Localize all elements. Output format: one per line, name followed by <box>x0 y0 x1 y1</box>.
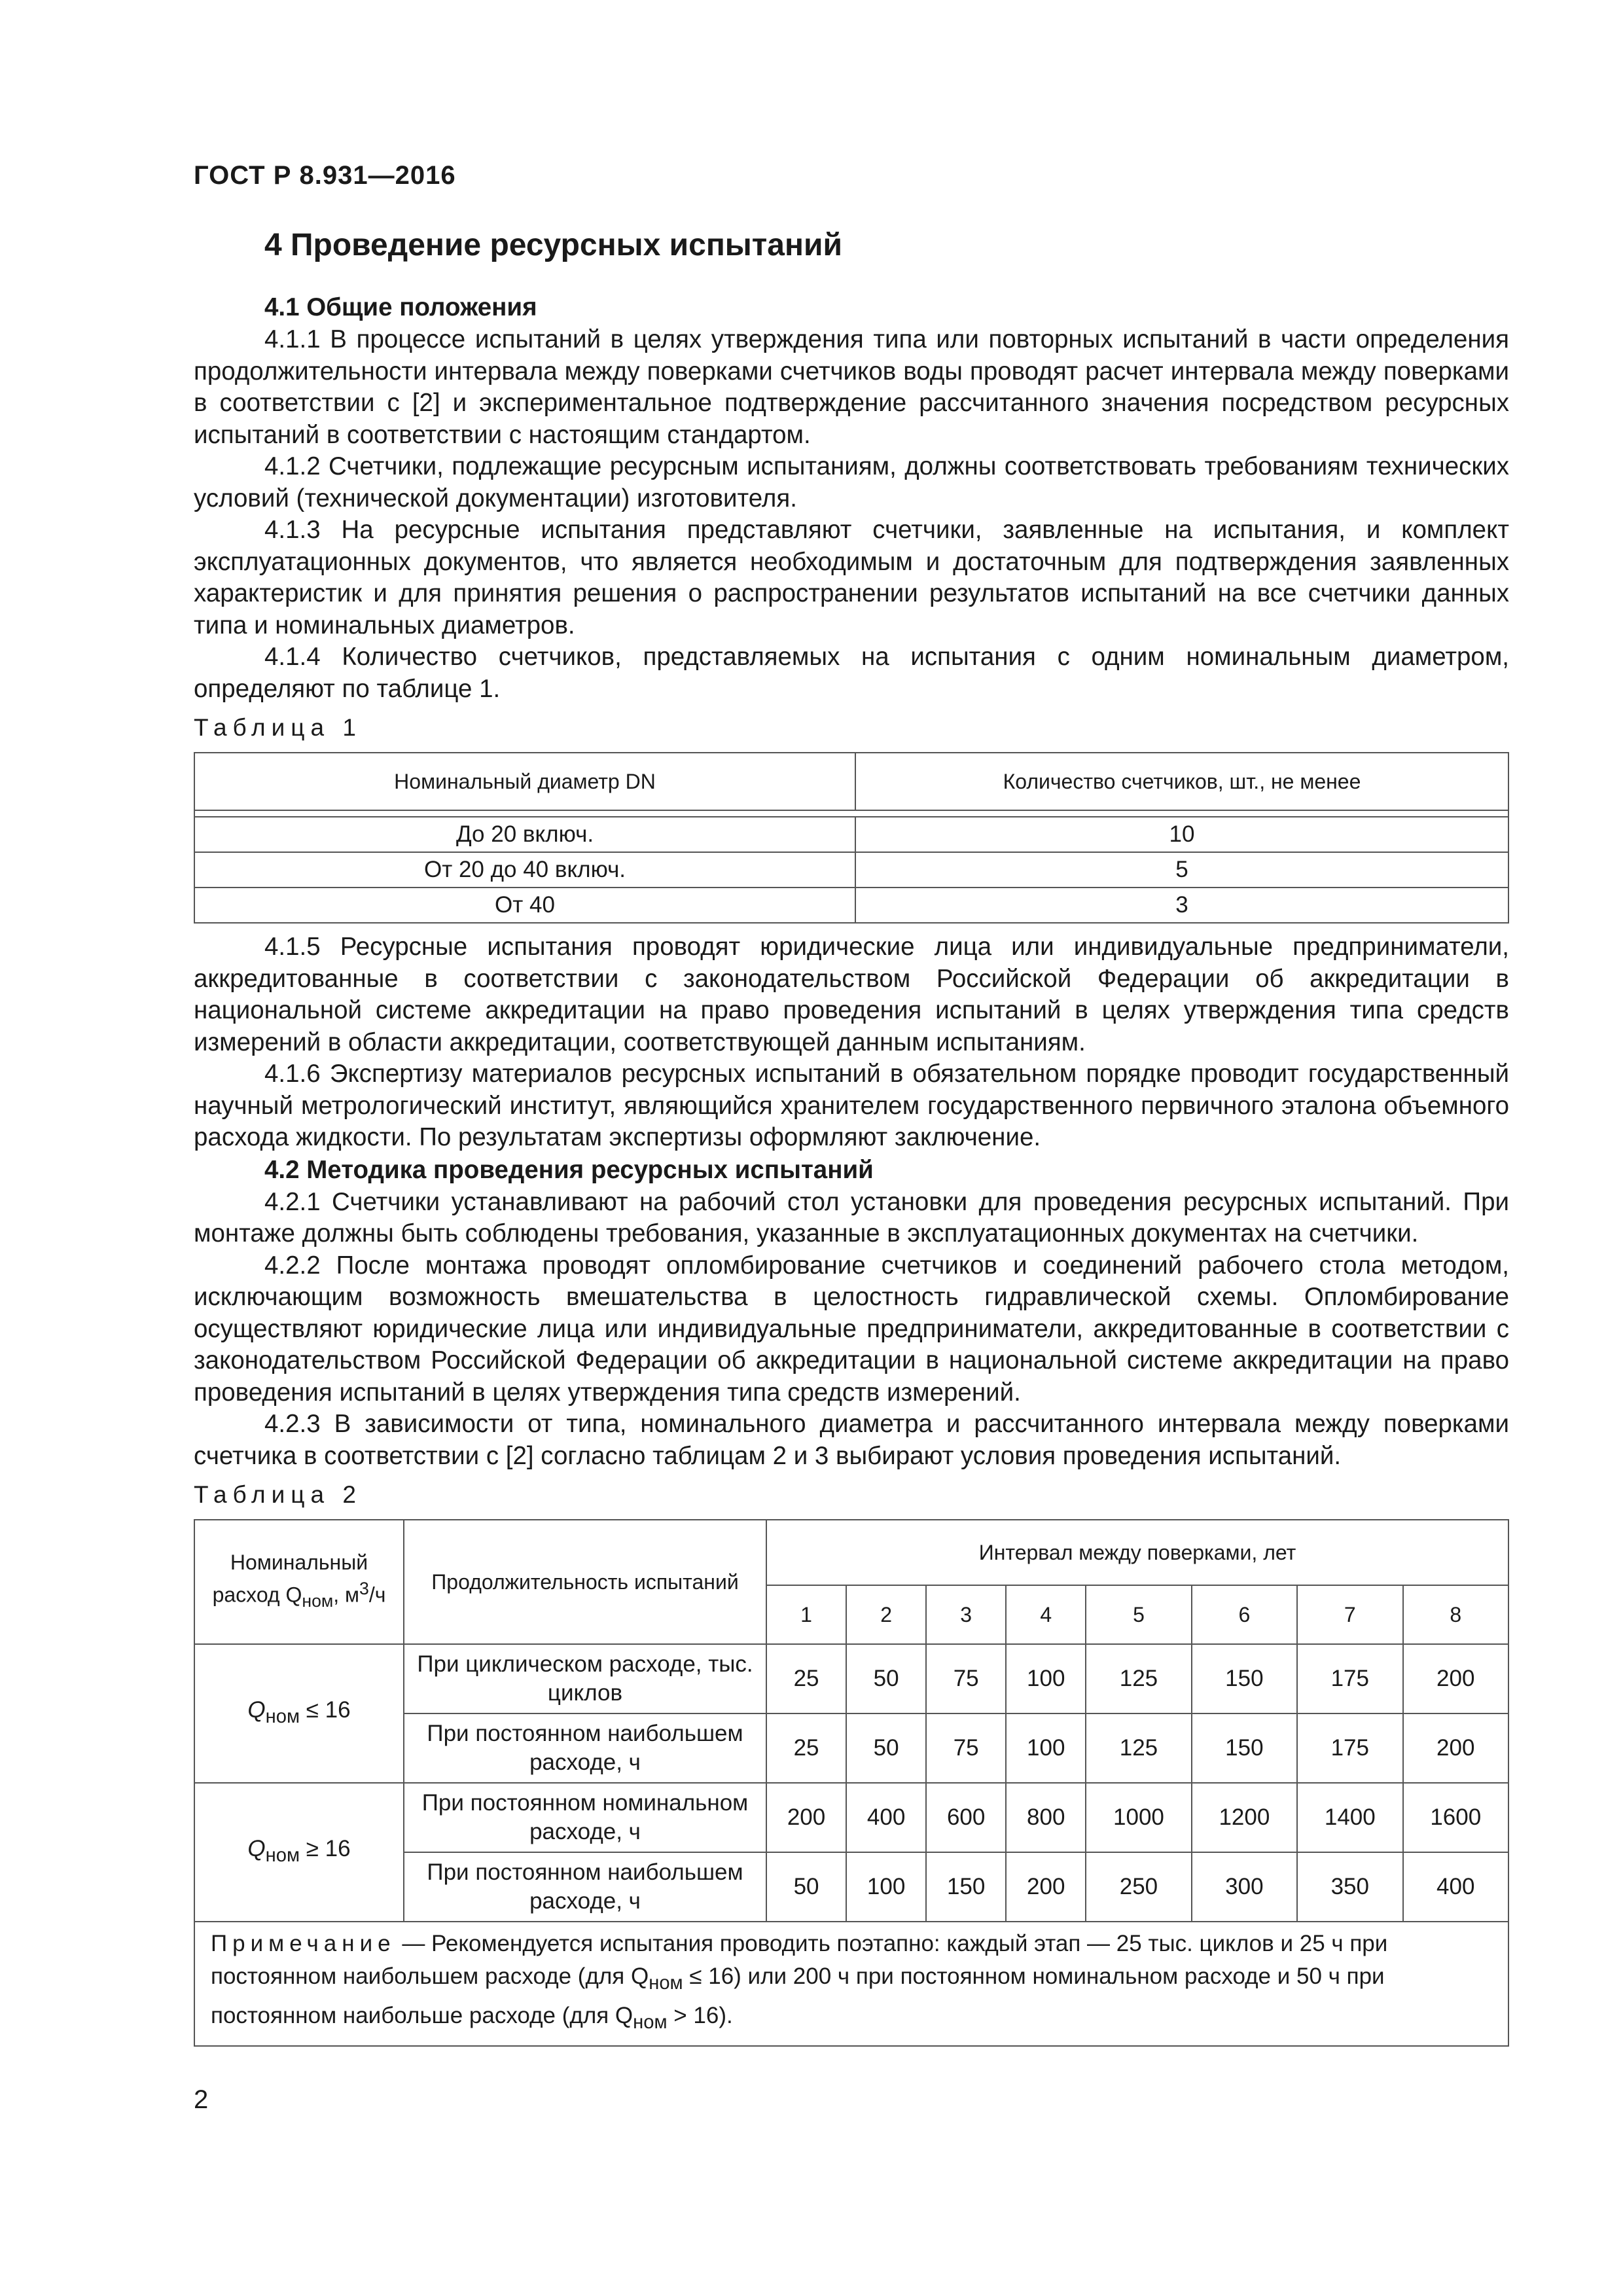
table-2-cell: 200 <box>1006 1852 1086 1922</box>
subsection-title-4-2: 4.2 Методика проведения ресурсных испытаний <box>264 1155 874 1184</box>
table-row <box>194 1783 1508 1852</box>
table-2-cell: 25 <box>766 1644 846 1713</box>
table-1-cell-count: 3 <box>855 888 1508 923</box>
table-1-header-count: Количество счетчиков, шт., не менее <box>855 753 1508 810</box>
table-2-group-label: $Q_{ном} \ge 16$ <box>194 1783 404 1922</box>
paragraph-4-1-2: 4.1.2 Счетчики, подлежащие ресурсным испытаниям, должны соответствовать требованиям технических условий (технической документации) изготовителя. <box>194 452 1509 512</box>
table-2-caption: Таблица 2 <box>194 1481 362 1508</box>
table-2-row-label: При циклическом расходе, тыс. циклов <box>404 1644 766 1713</box>
table-2-header-year: 6 <box>1192 1585 1297 1644</box>
table-2 <box>194 1519 1509 2047</box>
table-2-cell: 50 <box>846 1644 926 1713</box>
table-2-cell: 200 <box>1403 1713 1508 1783</box>
table-2-header-year: 5 <box>1086 1585 1191 1644</box>
table-1-caption: Таблица 1 <box>194 714 362 741</box>
table-2-cell: 75 <box>926 1713 1006 1783</box>
table-1-cell-count: 5 <box>855 852 1508 888</box>
table-row <box>194 817 1508 852</box>
paragraph-4-2-3: 4.2.3 В зависимости от типа, номинального диаметра и рассчитанного интервала между поверками счетчика в соответствии с [2] согласно таблицам 2 и 3 выбирают условия проведения испытаний. <box>194 1410 1509 1470</box>
table-1-cell-count: 10 <box>855 817 1508 852</box>
table-2-cell: 75 <box>926 1644 1006 1713</box>
table-2-cell: 1600 <box>1403 1783 1508 1852</box>
table-1-cell-dn: От 40 <box>194 888 855 923</box>
table-1-header-dn: Номинальный диаметр DN <box>194 753 855 810</box>
table-2-cell: 1000 <box>1086 1783 1191 1852</box>
paragraph-4-1-5: 4.1.5 Ресурсные испытания проводят юридические лица или индивидуальные предприниматели, аккредитованные в соответствии с законодательством Российской Федерации об аккредитации в национальной системе аккредитации на право проведения испытаний в целях утверждения типа средств измерений в области аккредитации, соответствующей данным испытаниям. <box>194 933 1509 1056</box>
table-2-header-year: 3 <box>926 1585 1006 1644</box>
table-2-cell: 125 <box>1086 1644 1191 1713</box>
note-label: Примечание <box>211 1931 396 1956</box>
table-2-header-flow: Номинальный расход $Q_{ном}$, $м^3/ч$ <box>194 1520 404 1644</box>
table-2-cell: 1200 <box>1192 1783 1297 1852</box>
table-2-header-year: 2 <box>846 1585 926 1644</box>
table-2-cell: 300 <box>1192 1852 1297 1922</box>
table-2-header-year: 1 <box>766 1585 846 1644</box>
subsection-title-4-1: 4.1 Общие положения <box>264 293 537 321</box>
table-2-cell: 50 <box>766 1852 846 1922</box>
table-2-cell: 600 <box>926 1783 1006 1852</box>
document-code: ГОСТ Р 8.931—2016 <box>194 161 456 190</box>
table-2-header-interval: Интервал между поверками, лет <box>766 1520 1508 1585</box>
table-2-cell: 800 <box>1006 1783 1086 1852</box>
table-2-row-label: При постоянном номинальном расходе, ч <box>404 1783 766 1852</box>
table-2-header-year: 8 <box>1403 1585 1508 1644</box>
table-2-row-label: При постоянном наибольшем расходе, ч <box>404 1852 766 1922</box>
paragraph-4-1-6: 4.1.6 Экспертизу материалов ресурсных испытаний в обязательном порядке проводит государственный научный метрологический институт, являющийся хранителем государственного первичного эталона объемного расхода жидкости. По результатам экспертизы оформляют заключение. <box>194 1060 1509 1151</box>
section-title: 4 Проведение ресурсных испытаний <box>264 228 843 262</box>
paragraph-4-1-1: 4.1.1 В процессе испытаний в целях утверждения типа или повторных испытаний в части определения продолжительности интервала между поверками счетчиков воды проводят расчет интервала между поверками в соответствии с [2] и экспериментальное подтверждение рассчитанного значения посредством ресурсных испытаний в соответствии с настоящим стандартом. <box>194 325 1509 449</box>
table-2-cell: 25 <box>766 1713 846 1783</box>
table-2-header-duration: Продолжительность испытаний <box>404 1520 766 1644</box>
table-1-cell-dn: До 20 включ. <box>194 817 855 852</box>
table-2-cell: 100 <box>1006 1644 1086 1713</box>
paragraph-4-2-2: 4.2.2 После монтажа проводят опломбирование счетчиков и соединений рабочего стола методом, исключающим возможность вмешательства в целостность гидравлической схемы. Опломбирование осуществляют юридические лица или индивидуальные предприниматели, аккредитованные в соответствии с законодательством Российской Федерации об аккредитации в национальной системе аккредитации на право проведения испытаний в целях утверждения типа средств измерений. <box>194 1251 1509 1407</box>
paragraph-4-1-4: 4.1.4 Количество счетчиков, представляемых на испытания с одним номинальным диаметром, определяют по таблице 1. <box>194 643 1509 703</box>
main-content <box>194 226 1509 2047</box>
table-2-cell: 150 <box>926 1852 1006 1922</box>
table-1-cell-dn: От 20 до 40 включ. <box>194 852 855 888</box>
table-2-note: Примечание — Рекомендуется испытания проводить поэтапно: каждый этап — 25 тыс. циклов и 25 ч при постоянном наибольшем расходе (для $Q_{ном} \le 16$) или 200 ч при постоянном номинальном расходе и 50 ч при постоянном наибольше расходе (для $Q_{ном} > 16$). <box>194 1922 1508 2046</box>
table-2-cell: 200 <box>1403 1644 1508 1713</box>
table-2-cell: 150 <box>1192 1644 1297 1713</box>
paragraph-4-2-1: 4.2.1 Счетчики устанавливают на рабочий стол установки для проведения ресурсных испытаний. При монтаже должны быть соблюдены требования, указанные в эксплуатационных документах на счетчики. <box>194 1187 1509 1247</box>
table-2-cell: 400 <box>1403 1852 1508 1922</box>
table-2-cell: 100 <box>846 1852 926 1922</box>
table-2-cell: 250 <box>1086 1852 1191 1922</box>
table-row <box>194 1644 1508 1713</box>
table-2-header-year: 7 <box>1297 1585 1402 1644</box>
table-2-cell: 200 <box>766 1783 846 1852</box>
table-2-cell: 100 <box>1006 1713 1086 1783</box>
table-2-cell: 400 <box>846 1783 926 1852</box>
paragraph-4-1-3: 4.1.3 На ресурсные испытания представляют счетчики, заявленные на испытания, и комплект эксплуатационных документов, что является необходимым и достаточным для подтверждения заявленных характеристик и для принятия решения о распространении результатов испытаний на все счетчики данных типа и номинальных диаметров. <box>194 516 1509 639</box>
table-2-cell: 50 <box>846 1713 926 1783</box>
table-2-cell: 150 <box>1192 1713 1297 1783</box>
table-2-header-year: 4 <box>1006 1585 1086 1644</box>
table-2-cell: 175 <box>1297 1644 1402 1713</box>
table-2-row-label: При постоянном наибольшем расходе, ч <box>404 1713 766 1783</box>
table-row <box>194 852 1508 888</box>
table-2-cell: 1400 <box>1297 1783 1402 1852</box>
table-1-header-separator <box>194 810 1508 817</box>
table-2-cell: 175 <box>1297 1713 1402 1783</box>
table-1 <box>194 752 1509 924</box>
page-number: 2 <box>194 2085 209 2114</box>
table-row <box>194 888 1508 923</box>
table-2-group-label: $Q_{ном} \le 16$ <box>194 1644 404 1783</box>
table-2-cell: 350 <box>1297 1852 1402 1922</box>
table-2-cell: 125 <box>1086 1713 1191 1783</box>
